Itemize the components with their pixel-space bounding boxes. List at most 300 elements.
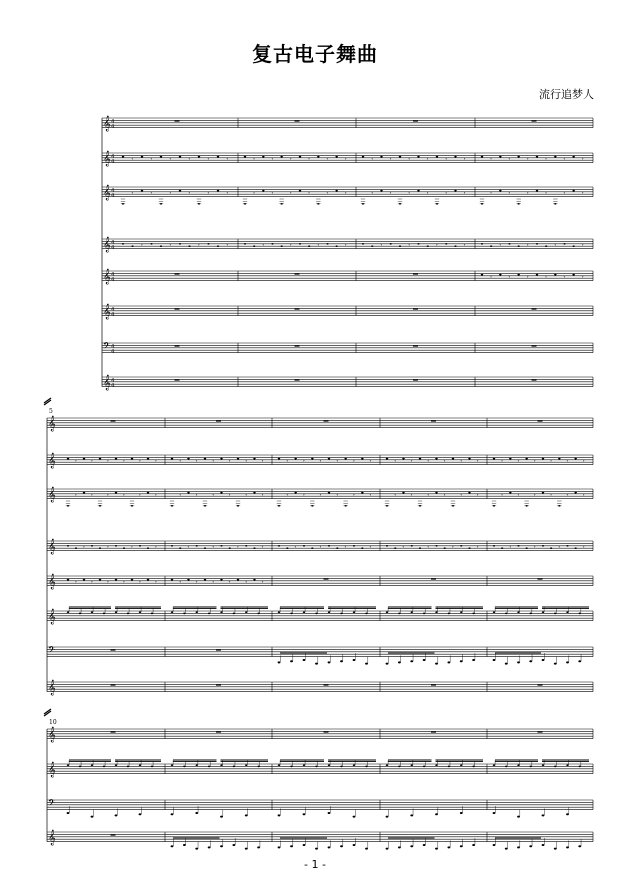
note-head [278,661,281,663]
eighth-rest: 𝄾 [460,492,462,499]
eighth-rest: 𝄾 [226,156,229,163]
note-head [198,156,200,158]
eighth-rest: 𝄾 [582,544,585,551]
note-head [517,156,519,158]
note-head [542,814,545,816]
note-head [217,190,219,192]
time-signature: 4 [111,188,115,194]
eighth-rest: 𝄾 [508,190,511,197]
eighth-rest: 𝄾 [426,190,429,197]
score-system [44,709,593,850]
staff [102,376,593,391]
staff [47,798,593,818]
note-head [566,661,569,663]
note-head [493,764,495,766]
note-head [183,613,185,615]
note-head [340,613,342,615]
note-head [278,764,280,766]
note-head [179,547,181,549]
eighth-rest: 𝄾 [501,492,503,499]
note-head [315,766,317,768]
note-head [103,613,105,615]
whole-rest [295,308,300,309]
note-head [435,663,438,665]
eighth-rest: 𝄾 [581,190,584,197]
note-head [91,816,94,818]
eighth-rest: 𝄾 [179,492,181,499]
note-head [423,844,426,846]
note-head [419,547,421,549]
whole-rest [431,684,436,685]
whole-rest [295,345,300,346]
note-head [183,766,185,768]
note-head [361,492,363,494]
note-head [253,458,255,460]
note-head [398,613,400,615]
note-head [542,545,544,547]
measure-number: 5 [49,408,53,415]
note-head [460,545,462,547]
note-head [151,766,153,768]
eighth-rest: 𝄾 [308,156,310,163]
note-head [563,243,565,245]
note-head [171,458,173,460]
note-head [410,845,413,847]
eighth-rest: 𝄾 [107,492,109,499]
eighth-rest: 𝄾 [91,579,93,586]
eighth-rest: 𝄾 [463,190,466,197]
eighth-rest: 𝄾 [294,544,297,551]
note-head [253,547,255,549]
note-head [115,492,117,494]
eighth-rest: 𝄾 [410,458,413,465]
note-head [380,156,382,158]
eighth-rest: 𝄾 [545,156,547,163]
time-signature: 4 [111,307,115,313]
note-head [572,245,574,247]
whole-rest [532,308,537,309]
whole-rest [431,731,436,732]
note-head [67,764,69,766]
note-head [171,579,173,581]
eighth-rest: 𝄾 [169,190,172,197]
note-head [328,661,331,663]
eighth-rest: 𝄾 [139,458,141,465]
note-head [257,846,260,848]
whole-rest [175,308,180,309]
note-head [308,245,310,247]
eighth-rest: 𝄾 [558,544,560,551]
note-head [303,545,305,547]
note-head [233,613,235,615]
note-head [294,492,296,494]
note-head [542,611,544,613]
staff [47,417,593,432]
note-head [303,813,306,815]
whole-rest [413,120,418,121]
note-head [335,156,337,158]
treble-clef-icon: 𝄞 [103,269,111,285]
eighth-rest: 𝄾 [289,156,292,163]
eighth-rest: 𝄾 [198,242,200,249]
note-head [353,545,355,547]
note-head [271,243,273,245]
eighth-rest: 𝄾 [402,544,405,551]
note-head [517,661,520,663]
note-head [79,613,81,615]
eighth-rest: 𝄾 [107,458,109,465]
note-head [220,845,223,847]
note-head [386,848,389,850]
note-head [229,547,231,549]
staff [47,831,593,850]
treble-clef-icon: 𝄞 [48,680,56,696]
note-head [386,458,388,460]
eighth-rest: 𝄾 [427,458,429,465]
note-head [542,764,544,766]
eighth-rest: 𝄾 [286,458,288,465]
eighth-rest: 𝄾 [566,492,569,499]
note-head [572,274,574,276]
note-head [115,458,117,460]
note-head [196,764,198,766]
note-head [67,812,70,814]
note-head [220,764,222,766]
note-head [542,458,544,460]
eighth-rest: 𝄾 [245,579,247,586]
note-head [410,814,413,816]
note-head [493,611,495,613]
note-head [362,156,364,158]
note-head [545,245,547,247]
treble-clef-icon: 𝄞 [103,304,111,320]
whole-rest [532,345,537,346]
note-head [278,846,281,848]
note-head [493,844,496,846]
note-head [481,274,483,276]
note-head [257,766,259,768]
note-head [410,660,413,662]
note-head [427,245,429,247]
eighth-rest: 𝄾 [207,156,210,163]
note-head [299,190,301,192]
note-head [147,579,149,581]
eighth-rest: 𝄾 [155,458,157,465]
staff [47,575,593,590]
whole-rest [111,684,116,685]
eighth-rest: 𝄾 [155,492,157,499]
eighth-rest: 𝄾 [533,492,536,499]
note-head [204,458,206,460]
eighth-rest: 𝄾 [319,492,322,499]
eighth-rest: 𝄾 [371,190,373,197]
whole-rest [216,731,221,732]
time-signature: 4 [111,349,115,355]
note-head [411,764,413,766]
note-head [554,766,556,768]
eighth-rest: 𝄾 [253,156,255,163]
time-signature: 4 [111,344,115,350]
note-head [207,243,209,245]
note-head [171,611,173,613]
note-head [220,579,222,581]
note-head [139,813,142,815]
eighth-rest: 𝄾 [408,190,410,197]
eighth-rest: 𝄾 [289,190,292,197]
note-head [417,190,419,192]
whole-rest [413,308,418,309]
eighth-rest: 𝄾 [261,579,264,586]
note-head [328,812,331,814]
note-head [245,848,248,850]
note-head [328,492,330,494]
note-head [244,156,246,158]
note-head [362,243,364,245]
note-head [574,458,576,460]
note-head [299,156,301,158]
eighth-rest: 𝄾 [445,156,447,163]
eighth-rest: 𝄾 [289,242,292,249]
eighth-rest: 𝄾 [443,492,446,499]
note-head [386,816,389,818]
eighth-rest: 𝄾 [303,492,305,499]
note-head [361,547,363,549]
eighth-rest: 𝄾 [139,579,141,586]
note-head [394,547,396,549]
eighth-rest: 𝄾 [131,190,134,197]
eighth-rest: 𝄾 [195,579,198,586]
note-head [328,545,330,547]
note-head [353,611,355,613]
note-head [566,846,569,848]
note-head [365,613,367,615]
note-head [472,844,475,846]
eighth-rest: 𝄾 [563,156,566,163]
note-head [127,766,129,768]
note-head [371,245,373,247]
note-head [220,611,222,613]
note-head [380,190,382,192]
note-head [525,458,527,460]
note-head [328,846,331,848]
note-head [171,845,174,847]
eighth-rest: 𝄾 [581,156,584,163]
eighth-rest: 𝄾 [508,274,511,281]
note-head [517,545,519,547]
staff [102,238,593,253]
note-head [91,764,93,766]
whole-rest [324,578,329,579]
note-head [139,545,141,547]
eighth-rest: 𝄾 [410,492,413,499]
note-head [501,547,503,549]
note-head [499,274,501,276]
note-head [444,547,446,549]
whole-rest [175,120,180,121]
note-head [290,660,293,662]
note-head [131,245,133,247]
eighth-rest: 𝄾 [344,156,347,163]
eighth-rest: 𝄾 [389,190,392,197]
note-head [423,613,425,615]
note-head [578,845,581,847]
note-head [365,848,368,850]
note-head [566,611,568,613]
note-head [472,659,475,661]
note-head [460,611,462,613]
note-head [335,190,337,192]
note-head [237,458,239,460]
note-head [386,764,388,766]
treble-clef-icon: 𝄞 [103,151,111,167]
note-head [448,613,450,615]
note-head [536,156,538,158]
eighth-rest: 𝄾 [369,458,372,465]
note-head [536,190,538,192]
note-head [220,492,222,494]
note-head [290,613,292,615]
eighth-rest: 𝄾 [380,242,383,249]
eighth-rest: 𝄾 [526,274,529,281]
staff [47,540,593,555]
eighth-rest: 𝄾 [501,458,503,465]
note-head [67,611,69,613]
note-head [454,190,456,192]
note-head [115,579,117,581]
note-head [353,816,356,818]
eighth-rest: 𝄾 [563,274,566,281]
note-head [91,545,93,547]
staff [47,681,593,696]
note-head [542,492,544,494]
note-head [435,611,437,613]
note-head [509,492,511,494]
note-head [217,245,219,247]
treble-clef-icon: 𝄞 [103,375,111,391]
note-head [574,547,576,549]
note-head [278,611,280,613]
note-head [151,613,153,615]
eighth-rest: 𝄾 [581,242,584,249]
whole-rest [216,420,221,421]
eighth-rest: 𝄾 [353,458,355,465]
eighth-rest: 𝄾 [517,492,520,499]
note-head [303,611,305,613]
eighth-rest: 𝄾 [526,156,529,163]
eighth-rest: 𝄾 [228,458,231,465]
eighth-rest: 𝄾 [463,156,466,163]
whole-rest [111,649,116,650]
eighth-rest: 𝄾 [308,190,310,197]
note-head [566,764,568,766]
note-head [399,245,401,247]
whole-rest [216,649,221,650]
whole-rest [111,731,116,732]
note-head [208,766,210,768]
eighth-rest: 𝄾 [545,190,547,197]
note-head [452,458,454,460]
whole-rest [175,379,180,380]
eighth-rest: 𝄾 [344,190,347,197]
whole-rest [295,120,300,121]
eighth-rest: 𝄾 [452,544,454,551]
eighth-rest: 𝄾 [91,458,93,465]
eighth-rest: 𝄾 [427,492,429,499]
note-head [411,545,413,547]
eighth-rest: 𝄾 [83,544,85,551]
note-head [419,458,421,460]
time-signature: 4 [111,277,115,283]
note-head [208,613,210,615]
note-head [468,458,470,460]
whole-rest [538,684,543,685]
treble-clef-icon: 𝄞 [48,539,56,555]
note-head [558,458,560,460]
eighth-rest: 𝄾 [261,492,264,499]
eighth-rest: 𝄾 [353,492,355,499]
staff [47,760,593,778]
note-head [75,547,77,549]
note-head [509,458,511,460]
note-head [493,659,496,661]
whole-rest [538,420,543,421]
note-head [67,545,69,547]
whole-rest [532,379,537,380]
note-head [150,243,152,245]
note-head [141,156,143,158]
time-signature: 4 [111,245,115,251]
whole-rest [413,273,418,274]
staff [102,186,593,205]
note-head [311,458,313,460]
eighth-rest: 𝄾 [123,458,125,465]
note-head [290,766,292,768]
eighth-rest: 𝄾 [75,492,77,499]
note-head [542,844,545,846]
note-head [402,458,404,460]
eighth-rest: 𝄾 [509,544,511,551]
note-head [315,663,318,665]
time-signature: 4 [111,159,115,165]
time-signature: 4 [111,154,115,160]
eighth-rest: 𝄾 [212,544,214,551]
eighth-rest: 𝄾 [212,458,214,465]
note-head [179,190,181,192]
note-head [344,458,346,460]
eighth-rest: 𝄾 [195,458,198,465]
eighth-rest: 𝄾 [187,544,190,551]
note-head [505,848,508,850]
note-head [196,611,198,613]
note-head [171,764,173,766]
note-head [423,766,425,768]
eighth-rest: 𝄾 [319,458,322,465]
eighth-rest: 𝄾 [326,190,329,197]
note-head [361,458,363,460]
note-head [353,659,356,661]
eighth-rest: 𝄾 [188,190,191,197]
whole-rest [216,684,221,685]
note-head [326,243,328,245]
note-head [572,156,574,158]
note-head [67,579,69,581]
note-head [131,458,133,460]
eighth-rest: 𝄾 [389,156,392,163]
eighth-rest: 𝄾 [408,242,410,249]
note-head [390,243,392,245]
eighth-rest: 𝄾 [150,190,153,197]
eighth-rest: 𝄾 [550,458,552,465]
